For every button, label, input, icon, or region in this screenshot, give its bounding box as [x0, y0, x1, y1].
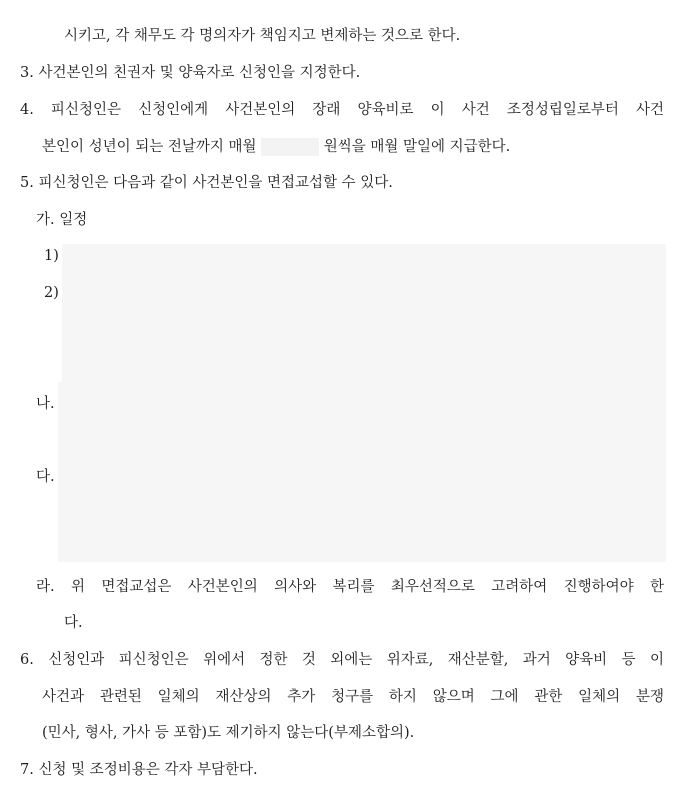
item-6-line-3: (민사, 형사, 가사 등 포함)도 제기하지 않는다(부제소합의).	[42, 725, 415, 741]
item-4-line-2-end: 원씩을 매월 말일에 지급한다.	[323, 139, 511, 155]
item-4-line-2-start: 본인이 성년이 되는 전날까지 매월	[42, 139, 257, 155]
item-4-line-1: 4. 피신청인은 신청인에게 사건본인의 장래 양육비로 이 사건 조정성립일로부터 사건	[20, 102, 664, 118]
sub-item-na: 나.	[36, 396, 55, 412]
sub-item-2: 2)	[44, 285, 59, 301]
item-3: 3. 사건본인의 친권자 및 양육자로 신청인을 지정한다.	[20, 65, 361, 81]
sub-item-da: 다.	[36, 469, 55, 485]
redacted-amount	[261, 138, 319, 156]
item-5: 5. 피신청인은 다음과 같이 사건본인을 면접교섭할 수 있다.	[20, 175, 393, 191]
sub-item-1: 1)	[44, 248, 59, 264]
item-6-line-2: 사건과 관련된 일체의 재산상의 추가 청구를 하지 않으며 그에 관한 일체의 분쟁	[42, 689, 664, 705]
sub-item-ra-line-1: 라. 위 면접교섭은 사건본인의 의사와 복리를 최우선적으로 고려하여 진행하여야 한	[36, 579, 664, 595]
item-4-line-2	[42, 137, 510, 157]
continuation-line: 시키고, 각 채무도 각 명의자가 책임지고 변제하는 것으로 한다.	[64, 28, 461, 44]
redacted-schedule-block-1	[62, 244, 666, 382]
item-7: 7. 신청 및 조정비용은 각자 부담한다.	[20, 762, 258, 778]
redacted-schedule-block-2	[58, 382, 666, 562]
sub-item-ga: 가. 일정	[36, 212, 88, 228]
item-6-line-1: 6. 신청인과 피신청인은 위에서 정한 것 외에는 위자료, 재산분할, 과거 양육비 등 이	[20, 652, 664, 668]
sub-item-ra-line-2: 다.	[64, 615, 83, 631]
